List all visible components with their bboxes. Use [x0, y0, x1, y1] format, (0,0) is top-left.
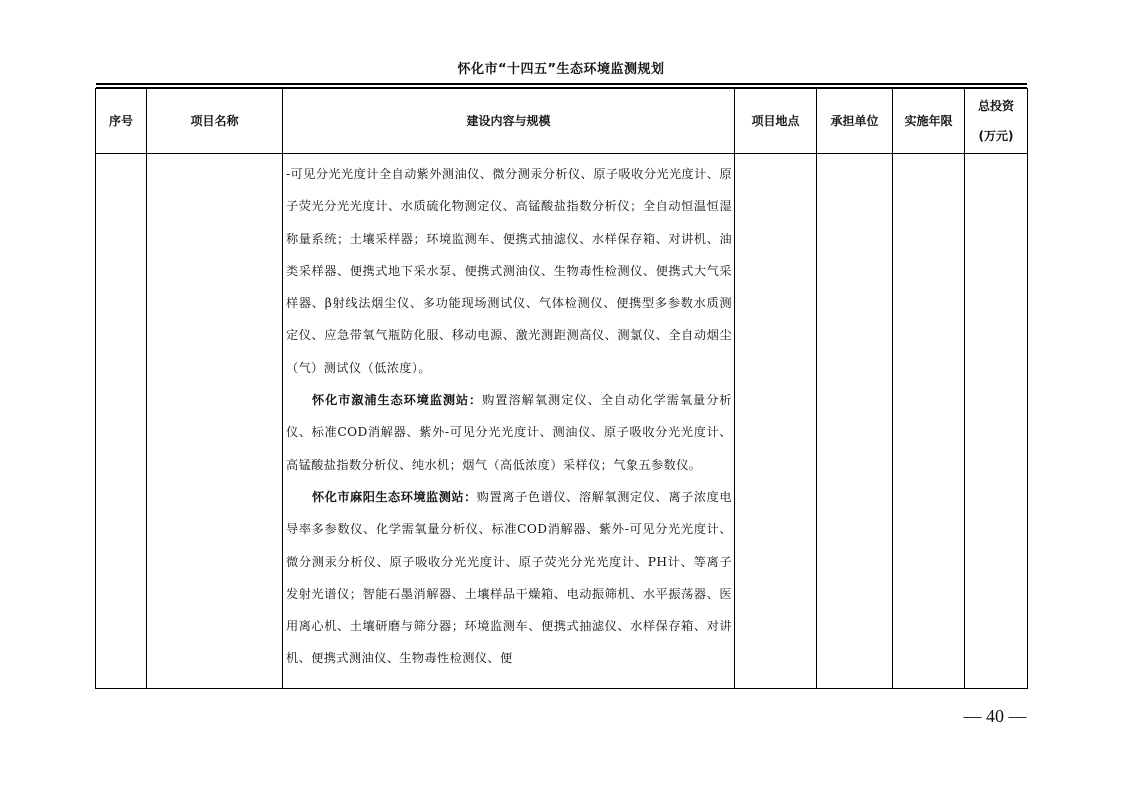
page-number: — 40 — [963, 706, 1027, 726]
content-paragraph-3 [286, 481, 732, 675]
station-heading-xupu: 怀化市溆浦生态环境监测站： [312, 393, 483, 408]
cell-location [735, 154, 817, 689]
col-header-investment-line1: 总投资 [977, 99, 1014, 113]
cell-content [283, 154, 735, 689]
header-rule-thick [96, 83, 1027, 85]
cell-project-name [147, 154, 283, 689]
station-heading-mayang: 怀化市麻阳生态环境监测站： [312, 489, 477, 504]
col-header-seq: 序号 [96, 89, 147, 154]
table-row [96, 154, 1028, 689]
col-header-content: 建设内容与规模 [283, 89, 735, 154]
col-header-unit: 承担单位 [817, 89, 893, 154]
content-paragraph-1: -可见分光光度计全自动紫外测油仪、微分测汞分析仪、原子吸收分光光度计、原子荧光分光光度计、水质硫化物测定仪、高锰酸盐指数分析仪；全自动恒温恒湿称量系统；土壤采样器；环境监测车、便携式抽滤仪、水样保存箱、对讲机、油类采样器、便携式地下采水泵、便携式测油仪、生物毒性检测仪、便携式大气采样器、β射线法烟尘仪、多功能现场测试仪、气体检测仪、便携型多参数水质测定仪、应急带氧气瓶防化服、移动电源、激光测距测高仪、测氯仪、全自动烟尘（气）测试仪（低浓度）。 [286, 167, 732, 375]
document-header-title: 怀化市“十四五”生态环境监测规划 [457, 62, 665, 77]
col-header-location: 项目地点 [735, 89, 817, 154]
content-paragraph-2 [286, 384, 732, 481]
cell-investment [965, 154, 1028, 689]
col-header-investment-line2: (万元) [978, 129, 1014, 143]
station-text-xupu: 购置溶解氧测定仪、全自动化学需氧量分析仪、标准COD消解器、紫外-可见分光光度计、测油仪、原子吸收分光光度计、高锰酸盐指数分析仪、纯水机；烟气（高低浓度）采样仪；气象五参数仪。 [286, 393, 732, 472]
station-text-mayang: 购置离子色谱仪、溶解氧测定仪、离子浓度电导率多参数仪、化学需氧量分析仪、标准COD消解器、紫外-可见分光光度计、微分测汞分析仪、原子吸收分光光度计、原子荧光分光光度计、PH计、等离子发射光谱仪；智能石墨消解器、土壤样品干燥箱、电动振筛机、水平振荡器、医用离心机、土壤研磨与筛分器；环境监测车、便携式抽滤仪、水样保存箱、对讲机、便携式测油仪、生物毒性检测仪、便 [286, 489, 733, 666]
col-header-period: 实施年限 [893, 89, 965, 154]
project-table [95, 88, 1028, 689]
table-header-row [96, 89, 1028, 154]
col-header-project-name: 项目名称 [147, 89, 283, 154]
cell-period [893, 154, 965, 689]
cell-unit [817, 154, 893, 689]
col-header-investment [965, 89, 1028, 154]
cell-seq [96, 154, 147, 689]
